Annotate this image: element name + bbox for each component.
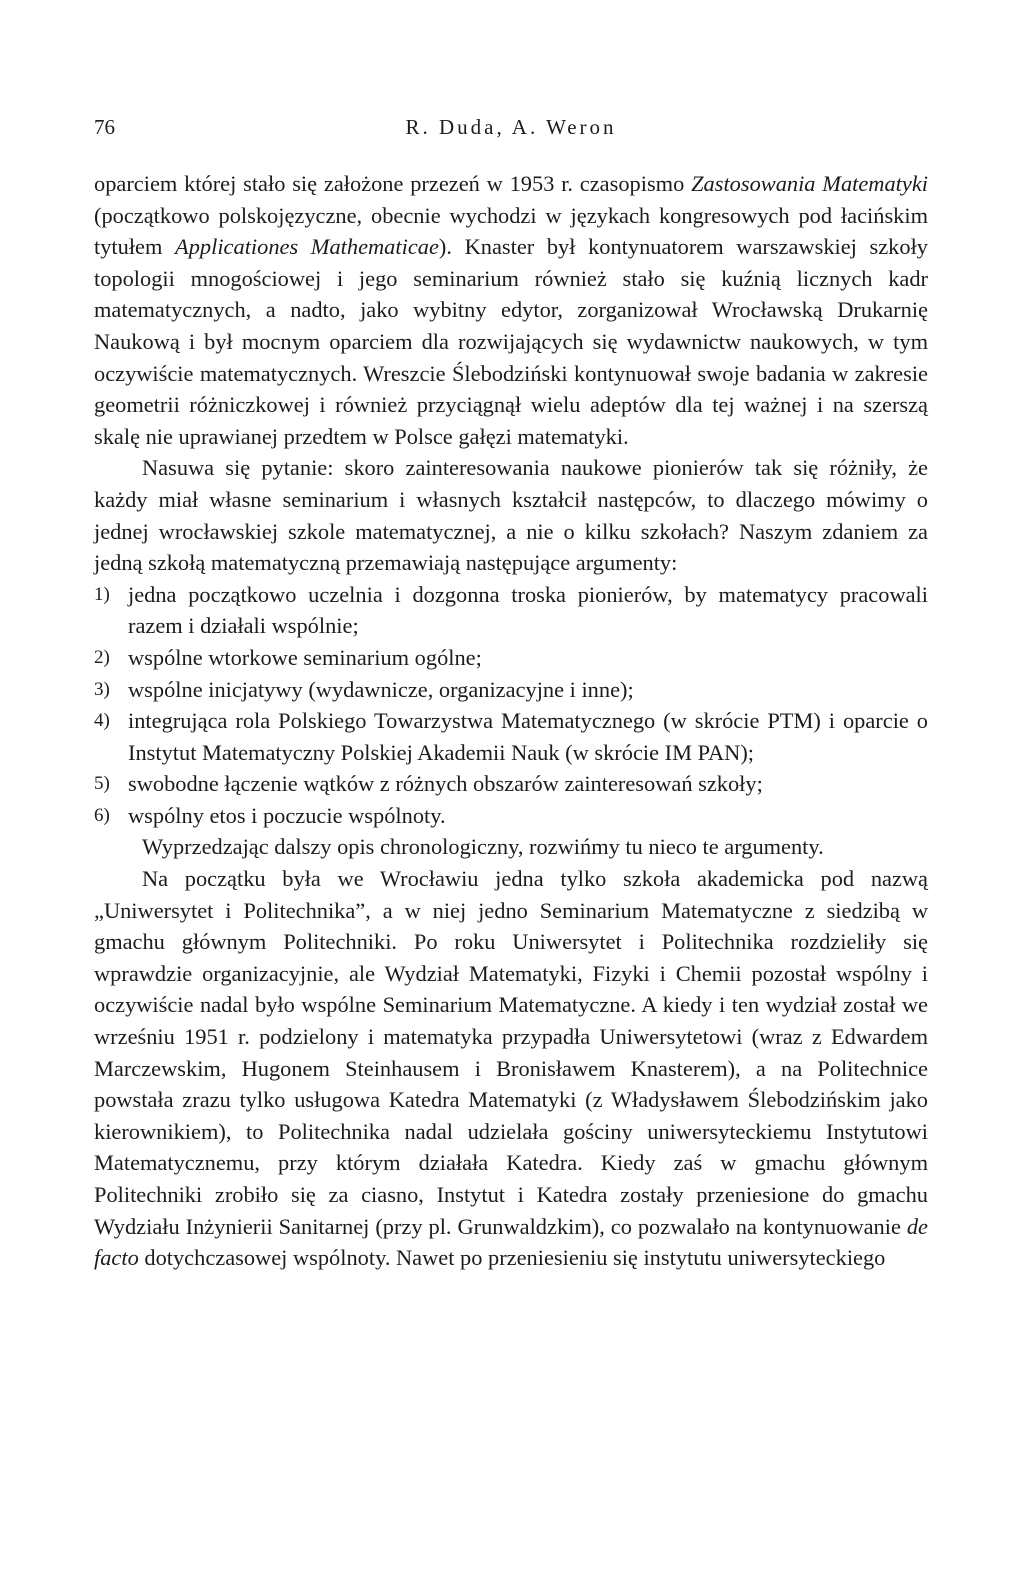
page-header [94,115,928,147]
list-item-text: wspólny etos i poczucie wspólnoty. [128,802,446,828]
list-item [94,800,928,832]
paragraph-1 [94,168,928,452]
paragraph-2: Nasuwa się pytanie: skoro zainteresowania naukowe pionierów tak się różniły, że każdy miał własne seminarium i własnych kształcił następców, to dlaczego mówimy o jednej wrocławskiej szkole matematycznej, a nie o kilku szkołach? Naszym zdaniem za jedną szkołą matematyczną przemawiają następujące argumenty: [94,455,928,576]
paragraph-3: Wyprzedzając dalszy opis chronologiczny, rozwińmy tu nieco te argumenty. [142,834,824,860]
running-head: R. Duda, A. Weron [405,115,617,139]
list-item-number: 3) [94,678,110,700]
paragraph-4-text-a: Na początku była we Wrocławiu jedna tylko szkoła akademicka pod nazwą „Uniwersytet i Politechnika”, a w niej jedno Seminarium Matematyczne z siedzibą w gmachu głównym Politechniki. Po roku Uniwersytet i Politechnika rozdzieliły się wprawdzie organizacyjnie, ale Wydział Matematyki, Fizyki i Chemii pozostał wspólny i oczywiście nadal było wspólne Seminarium Matematyczne. A kiedy i ten wydział został we wrześniu 1951 r. podzielony i matematyka przypadła Uniwersytetowi (wraz z Edwardem Marczewskim, Hugonem Steinhausem i Bronisławem Knasterem), a na Politechnice powstała zrazu tylko usługowa Katedra Matematyki (z Władysławem Ślebodzińskim jako kierownikiem), to Politechnika nadal udzielała gościny uniwersyteckiemu Instytutowi Matematycznemu, przy którym działała Katedra. Kiedy zaś w gmachu głównym Politechniki zrobiło się za ciasno, Instytut i Katedra zostały przeniesione do gmachu Wydziału Inżynierii Sanitarnej (przy pl. Grunwaldzkim), co pozwalało na kontynuowanie [94,866,928,1239]
paragraph-1-text-a: oparciem której stało się założone przezeń w 1953 r. czasopismo [94,171,692,196]
paragraph-4-text-c: dotychczasowej wspólnoty. Nawet po przeniesieniu się instytutu uniwersyteckiego [138,1245,886,1271]
list-item [94,768,928,800]
list-item-number: 4) [94,710,110,732]
list-item [94,642,928,674]
paragraph-4 [94,863,928,1274]
paragraph-1-text-e: ). Knaster był kontynuatorem warszawskiej szkoły topologii mnogościowej i jego seminarium również stało się kuźnią licznych kadr matematycznych, a nadto, jako wybitny edytor, zorganizował Wrocławską Drukarnię Naukową i był mocnym oparciem dla rozwijających się wydawnictw naukowych, w tym oczywiście matematycznych. Wreszcie Ślebodziński kontynuował swoje badania w zakresie geometrii różniczkowej i również przyciągnął wielu adeptów dla tej ważnej i na szerszą skalę nie uprawianej przedtem w Polsce gałęzi matematyki. [94,234,928,449]
body-text [94,168,928,1274]
list-item-number: 1) [94,583,110,605]
list-item-text: swobodne łączenie wątków z różnych obszarów zainteresowań szkoły; [128,771,763,797]
argument-list [94,579,928,832]
list-item-text: wspólne wtorkowe seminarium ogólne; [128,644,482,670]
list-item [94,579,928,642]
paragraph-1-text-c: (początkowo polskojęzyczne, obecnie wychodzi w językach kongresowych pod łacińskim tytułem [94,202,928,260]
journal-title-zastosowania: Zastosowania Matematyki [691,171,928,196]
list-item-number: 6) [94,804,110,826]
list-item-number: 2) [94,646,110,668]
list-item [94,705,928,768]
list-item-text: integrująca rola Polskiego Towarzystwa Matematycznego (w skrócie PTM) i oparcie o Instytut Matematyczny Polskiej Akademii Nauk (w skrócie IM PAN); [128,708,928,765]
journal-title-applicationes: Applicationes Mathematicae [175,234,439,260]
list-item-text: jedna początkowo uczelnia i dozgonna troska pionierów, by matematycy pracowali razem i działali wspólnie; [128,581,928,639]
list-item-number: 5) [94,773,110,795]
page-number: 76 [94,115,115,139]
list-item-text: wspólne inicjatywy (wydawnicze, organizacyjne i inne); [128,676,634,702]
list-item [94,674,928,706]
latin-phrase-de-facto: de facto [94,1213,928,1271]
